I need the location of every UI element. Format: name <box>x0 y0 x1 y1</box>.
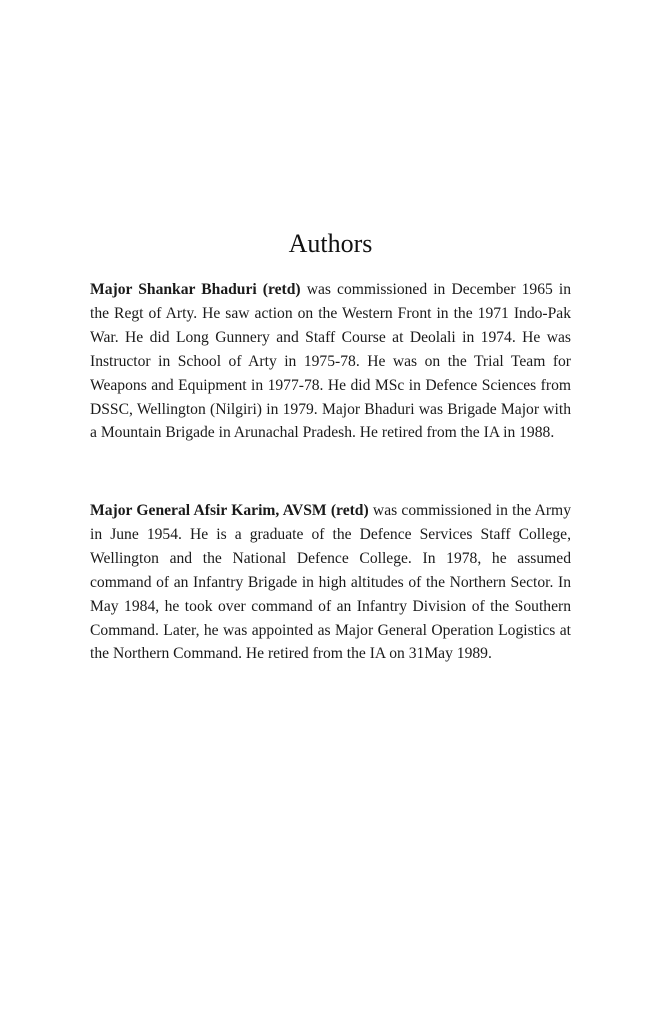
page-title: Authors <box>288 229 373 258</box>
author-bio-text: was commissioned in December 1965 in the Regt of Arty. He saw action on the Western Front in the 1971 Indo-Pak War. He did Long Gunnery and Staff Course at Deolali in 1974. He was Instructor in School of Arty in 1975-78. He was on the Trial Team for Weapons and Equipment in 1977-78. He did MSc in Defence Sciences from DSSC, Wellington (Nilgiri) in 1979. Major Bhaduri was Brigade Major with a Mountain Brigade in Arunachal Pradesh. He retired from the IA in 1988. <box>90 281 572 442</box>
author-bio-text: was commissioned in the Army in June 1954. He is a graduate of the Defence Services Staff College, Wellington and the National Defence College. In 1978, he assumed command of an Infantry Brigade in high altitudes of the Northern Sector. In May 1984, he took over command of an Infantry Division of the Southern Command. Later, he was appointed as Major General Operation Logistics at the Northern Command. He retired from the IA on 31May 1989. <box>90 502 571 663</box>
author-name: Major General Afsir Karim, AVSM (retd) <box>90 502 369 519</box>
author-bio-bhaduri <box>90 278 571 445</box>
author-bio-karim <box>90 499 571 666</box>
author-name: Major Shankar Bhaduri (retd) <box>90 281 301 298</box>
